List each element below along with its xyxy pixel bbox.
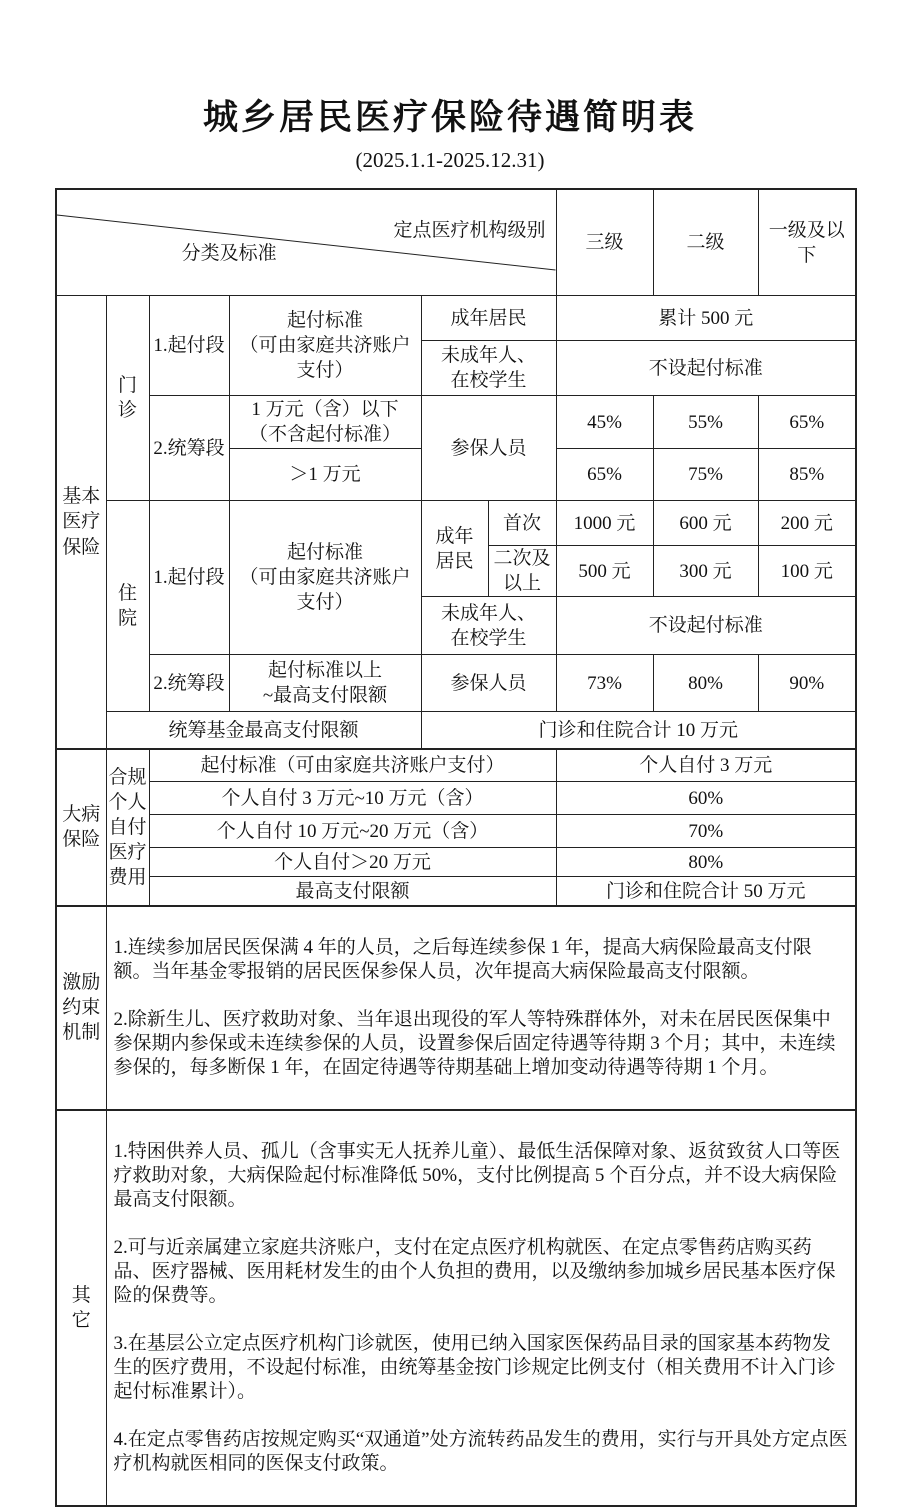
outpatient-deductible-desc: 起付标准 （可由家庭共济账户支付） xyxy=(229,296,421,396)
inpatient-rate-l2: 80% xyxy=(653,655,758,712)
inpatient-deductible-desc: 起付标准 （可由家庭共济账户支付） xyxy=(229,501,421,655)
outpatient-deductible-seg-label: 1.起付段 xyxy=(149,296,229,396)
inpatient-second-l3: 500 元 xyxy=(556,546,653,597)
inpatient-adult-label: 成年 居民 xyxy=(421,501,488,597)
inpatient-minor-value: 不设起付标准 xyxy=(556,597,856,655)
outpatient-insured-label: 参保人员 xyxy=(421,396,556,501)
inpatient-pooling-seg-label: 2.统筹段 xyxy=(149,655,229,712)
serious-row4-value: 门诊和住院合计 50 万元 xyxy=(556,877,856,906)
serious-row0-label: 起付标准（可由家庭共济账户支付） xyxy=(149,749,556,782)
benefits-table xyxy=(55,188,857,1507)
outpatient-adult-value: 累计 500 元 xyxy=(556,296,856,341)
inpatient-second-l1: 100 元 xyxy=(758,546,856,597)
header-institution-level-label: 定点医疗机构级别 xyxy=(393,220,546,242)
outpatient-tier2-desc: ＞1 万元 xyxy=(229,449,421,501)
outpatient-label: 门 诊 xyxy=(106,296,149,501)
diagonal-header-wrap xyxy=(57,215,556,270)
page-subtitle: (2025.1.1-2025.12.31) xyxy=(355,148,545,172)
other-paragraph-4: 4.在定点零售药店按规定购买“双通道”处方流转药品发生的费用，实行与开具处方定点医疗机构就医相同的医保支付政策。 xyxy=(113,1428,848,1474)
serious-illness-label: 大病 保险 xyxy=(56,749,106,906)
outpatient-tier1-rate-l3: 45% xyxy=(556,396,653,449)
other-paragraph-2: 2.可与近亲属建立家庭共济账户，支付在定点医疗机构就医、在定点零售药店购买药品、医疗器械、医用耗材发生的由个人负担的费用，以及缴纳参加城乡居民基本医疗保险的保费等。 xyxy=(113,1236,836,1306)
inpatient-rate-l3: 73% xyxy=(556,655,653,712)
other-label: 其 它 xyxy=(56,1110,106,1506)
inpatient-insured-label: 参保人员 xyxy=(421,655,556,712)
serious-row1-value: 60% xyxy=(556,782,856,815)
outpatient-tier2-rate-l2: 75% xyxy=(653,449,758,501)
serious-row4-label: 最高支付限额 xyxy=(149,877,556,906)
inpatient-first-l1: 200 元 xyxy=(758,501,856,546)
inpatient-first-l3: 1000 元 xyxy=(556,501,653,546)
inpatient-minor-label: 未成年人、 在校学生 xyxy=(421,597,556,655)
outpatient-adult-label: 成年居民 xyxy=(421,296,556,341)
pooling-fund-cap-value: 门诊和住院合计 10 万元 xyxy=(421,712,856,749)
incentive-paragraph-1: 1.连续参加居民医保满 4 年的人员，之后每连续参保 1 年，提高大病保险最高支付限额。当年基金零报销的居民医保参保人员，次年提高大病保险最高支付限额。 xyxy=(113,936,812,982)
serious-row1-label: 个人自付 3 万元~10 万元（含） xyxy=(149,782,556,815)
inpatient-rate-l1: 90% xyxy=(758,655,856,712)
serious-row0-value: 个人自付 3 万元 xyxy=(556,749,856,782)
other-paragraph-1: 1.特困供养人员、孤儿（含事实无人抚养儿童）、最低生活保障对象、返贫致贫人口等医疗救助对象，大病保险起付标准降低 50%，支付比例提高 5 个百分点，并不设大病保险最高支付限额。 xyxy=(113,1140,841,1210)
serious-row3-value: 80% xyxy=(556,848,856,877)
other-paragraph-3: 3.在基层公立定点医疗机构门诊就医，使用已纳入国家医保药品目录的国家基本药物发生的医疗费用，不设起付标准，由统筹基金按门诊规定比例支付（相关费用不计入门诊起付标准累计）。 xyxy=(113,1332,836,1402)
serious-row2-label: 个人自付 10 万元~20 万元（含） xyxy=(149,815,556,848)
col-header-level-3: 三级 xyxy=(556,189,653,296)
outpatient-tier1-rate-l2: 55% xyxy=(653,396,758,449)
inpatient-second-label: 二次及 以上 xyxy=(488,546,556,597)
inpatient-first-l2: 600 元 xyxy=(653,501,758,546)
col-header-level-1-below: 一级及以下 xyxy=(758,189,856,296)
diagonal-header-cell xyxy=(56,189,556,296)
incentive-paragraph-2: 2.除新生儿、医疗救助对象、当年退出现役的军人等特殊群体外，对未在居民医保集中参保期内参保或未连续参保的人员，设置参保后固定待遇等待期 3 个月；其中，未连续参保的，每多断保 1 年，在固定待遇等待期基础上增加变动待遇等待期 1 个月。 xyxy=(113,1008,836,1078)
outpatient-tier1-rate-l1: 65% xyxy=(758,396,856,449)
outpatient-minor-value: 不设起付标准 xyxy=(556,341,856,396)
col-header-level-2: 二级 xyxy=(653,189,758,296)
header-classification-label: 分类及标准 xyxy=(181,243,277,264)
inpatient-first-label: 首次 xyxy=(488,501,556,546)
outpatient-tier1-desc: 1 万元（含）以下 （不含起付标准） xyxy=(229,396,421,449)
outpatient-tier2-rate-l1: 85% xyxy=(758,449,856,501)
other-content xyxy=(106,1110,856,1506)
serious-illness-sublabel: 合规 个人 自付 医疗 费用 xyxy=(106,749,149,906)
inpatient-deductible-seg-label: 1.起付段 xyxy=(149,501,229,655)
page-title: 城乡居民医疗保险待遇简明表 xyxy=(202,98,697,137)
basic-insurance-label: 基本 医疗 保险 xyxy=(56,296,106,749)
pooling-fund-cap-label: 统筹基金最高支付限额 xyxy=(106,712,421,749)
inpatient-label: 住 院 xyxy=(106,501,149,712)
incentive-label: 激励 约束 机制 xyxy=(56,906,106,1110)
inpatient-pooling-desc: 起付标准以上 ~最高支付限额 xyxy=(229,655,421,712)
outpatient-pooling-seg-label: 2.统筹段 xyxy=(149,396,229,501)
serious-row3-label: 个人自付＞20 万元 xyxy=(149,848,556,877)
incentive-content xyxy=(106,906,856,1110)
outpatient-minor-label: 未成年人、 在校学生 xyxy=(421,341,556,396)
serious-row2-value: 70% xyxy=(556,815,856,848)
inpatient-second-l2: 300 元 xyxy=(653,546,758,597)
outpatient-tier2-rate-l3: 65% xyxy=(556,449,653,501)
